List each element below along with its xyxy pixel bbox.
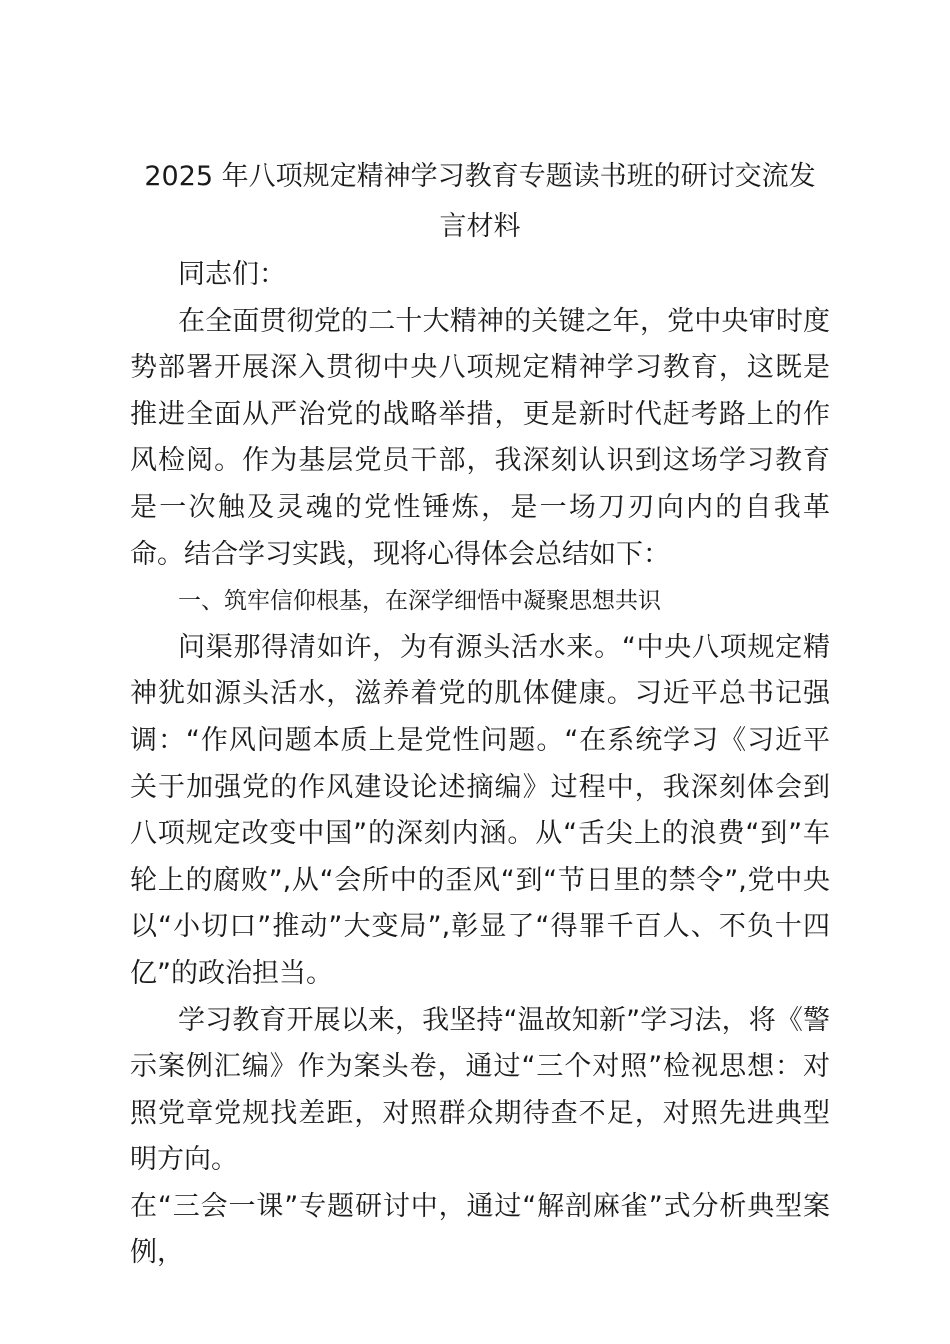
title-line-1: 2025 年八项规定精神学习教育专题读书班的研讨交流发 — [144, 161, 816, 192]
document-page — [130, 152, 830, 1277]
section-heading-1: 一、筑牢信仰根基，在深学细悟中凝聚思想共识 — [178, 588, 661, 615]
salutation: 同志们： — [178, 259, 286, 290]
title-line-2: 言材料 — [439, 211, 521, 242]
intro-paragraph: 在全面贯彻党的二十大精神的关键之年，党中央审时度势部署开展深入贯彻中央八项规定精神学习教育，这既是推进全面从严治党的战略举措，更是新时代赶考路上的作风检阅。作为基层党员干部，我深刻认识到这场学习教育是一次触及灵魂的党性锤炼，是一场刀刃向内的自我革命。结合学习实践，现将心得体会总结如下： — [130, 305, 830, 570]
document-title — [130, 152, 830, 252]
section1-paragraph-3-start: 在“三会一课”专题研讨中，通过“解剖麻雀”式分析典型案例， — [130, 1190, 830, 1269]
section1-paragraph-2: 学习教育开展以来，我坚持“温故知新”学习法，将《警示案例汇编》作为案头卷，通过“三个对照”检视思想：对照党章党规找差距，对照群众期待查不足，对照先进典型明方向。 — [130, 1004, 830, 1176]
section1-paragraph-1: 问渠那得清如许，为有源头活水来。“中央八项规定精神犹如源头活水，滋养着党的肌体健康。习近平总书记强调：“作风问题本质上是党性问题。“在系统学习《习近平关于加强党的作风建设论述摘编》过程中，我深刻体会到八项规定改变中国”的深刻内涵。从“舌尖上的浪费“到”车轮上的腐败”,从“会所中的歪风“到“节日里的禁令”,党中央以“小切口”推动”大变局”,彰显了“得罪千百人、不负十四亿”的政治担当。 — [130, 631, 830, 989]
